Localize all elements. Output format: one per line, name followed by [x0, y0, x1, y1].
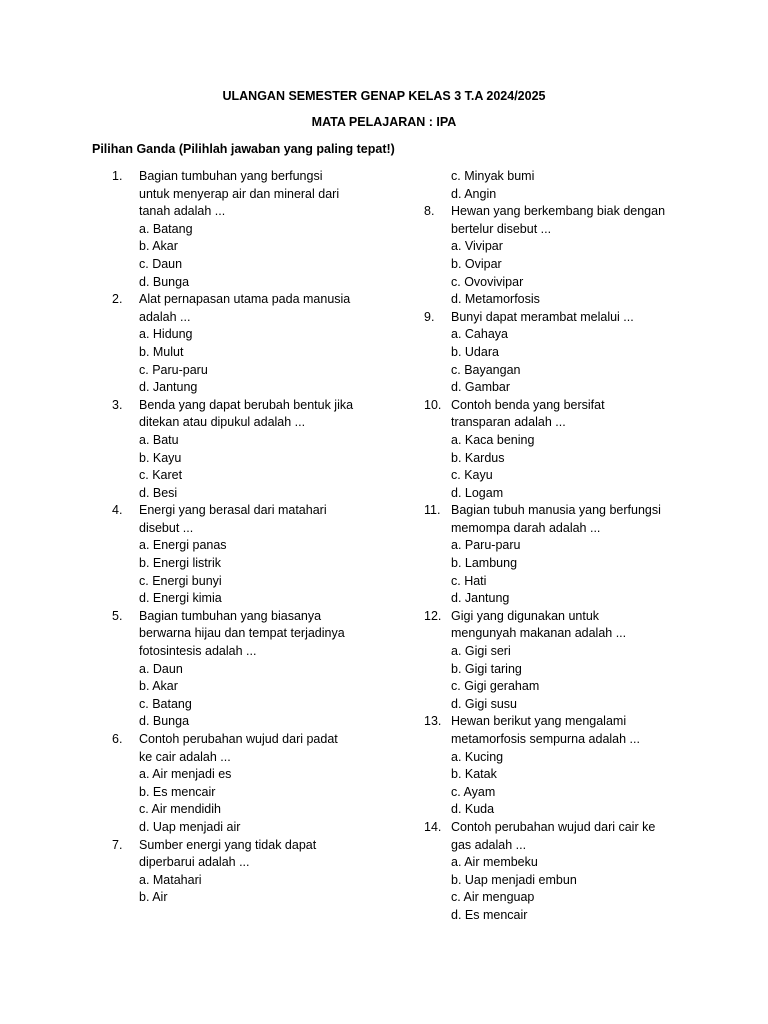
question-number [112, 221, 139, 239]
answer-option-text: b. Energi listrik [139, 556, 221, 571]
question-text: memompa darah adalah ... [451, 520, 601, 535]
question-number [112, 274, 139, 292]
question-line [112, 291, 402, 309]
answer-option-text: a. Daun [139, 661, 183, 676]
answer-option-text: d. Bunga [139, 714, 190, 729]
question-line [424, 608, 714, 626]
question-number: 13. [424, 714, 442, 729]
question-number: 8. [424, 204, 435, 219]
question-number: 3. [112, 397, 123, 412]
question-text: Contoh perubahan wujud dari cair ke [451, 819, 656, 834]
question-line [424, 397, 714, 415]
question-number [424, 854, 451, 872]
question-number [424, 907, 451, 925]
question-number [424, 555, 451, 573]
answer-option [424, 450, 714, 468]
answer-option-text: b. Mulut [139, 344, 184, 359]
answer-option-text: d. Gambar [451, 380, 511, 395]
question-number: 7. [112, 837, 123, 852]
question-number: 11. [424, 503, 441, 518]
question-number [424, 889, 451, 907]
answer-option-text: b. Ovipar [451, 256, 502, 271]
question-number [424, 432, 451, 450]
question-number [424, 872, 451, 890]
answer-option [424, 485, 714, 503]
answer-option [424, 696, 714, 714]
answer-option-text: a. Gigi seri [451, 644, 511, 659]
question-text: transparan adalah ... [451, 415, 566, 430]
answer-option [112, 573, 402, 591]
answer-option-text: c. Air menguap [451, 890, 535, 905]
question-number [112, 537, 139, 555]
question-text: berwarna hijau dan tempat terjadinya [139, 626, 345, 641]
section-instructions: Pilihan Ganda (Pilihlah jawaban yang paling tepat!) [92, 142, 395, 156]
question-number [424, 643, 451, 661]
question-text: Gigi yang digunakan untuk [451, 608, 600, 623]
question-number [112, 661, 139, 679]
question-text: Contoh benda yang bersifat [451, 397, 605, 412]
question-number [112, 326, 139, 344]
answer-option [112, 256, 402, 274]
question-number [424, 766, 451, 784]
question-text: metamorfosis sempurna adalah ... [451, 732, 640, 746]
answer-option-text: a. Kucing [451, 749, 504, 764]
question-number [424, 625, 451, 643]
answer-option [112, 344, 402, 362]
question-number [112, 203, 139, 221]
answer-option-text: b. Uap menjadi embun [451, 872, 577, 887]
answer-option-text: d. Gigi susu [451, 696, 518, 711]
question-number [424, 749, 451, 767]
question-number [112, 450, 139, 468]
answer-option [112, 872, 402, 890]
question-text: gas adalah ... [451, 837, 527, 852]
answer-option [424, 291, 714, 309]
question-number [112, 643, 139, 661]
question-column-left [112, 168, 402, 907]
answer-option [112, 766, 402, 784]
question-number [424, 256, 451, 274]
answer-option-text: c. Gigi geraham [451, 679, 540, 694]
question-text-line [424, 625, 714, 643]
question-number [112, 784, 139, 802]
question-number [424, 168, 451, 186]
answer-option [424, 274, 714, 292]
question-text-line [424, 520, 714, 538]
question-number [112, 379, 139, 397]
answer-option [112, 467, 402, 485]
question-number [112, 854, 139, 872]
question-number [112, 625, 139, 643]
question-number: 12. [424, 608, 442, 623]
question-number [424, 784, 451, 802]
answer-option [112, 326, 402, 344]
answer-option-text: c. Bayangan [451, 362, 521, 377]
question-number: 4. [112, 503, 123, 518]
answer-option-text: b. Akar [139, 679, 178, 694]
question-number [424, 696, 451, 714]
question-text-line [424, 414, 714, 432]
answer-option-text: d. Jantung [139, 380, 198, 395]
answer-option-text: c. Daun [139, 256, 183, 271]
question-text: disebut ... [139, 520, 194, 535]
answer-option [424, 749, 714, 767]
question-line [112, 397, 402, 415]
question-number [424, 537, 451, 555]
question-text: Alat pernapasan utama pada manusia [139, 292, 351, 307]
answer-option-text: c. Paru-paru [139, 362, 208, 377]
question-number: 2. [112, 292, 123, 307]
answer-option [112, 590, 402, 608]
answer-option [112, 713, 402, 731]
answer-option [112, 889, 402, 907]
answer-option [424, 872, 714, 890]
question-number [424, 344, 451, 362]
question-text-line [424, 837, 714, 855]
answer-option-text: d. Es mencair [451, 907, 528, 922]
answer-option-text: b. Kardus [451, 450, 505, 465]
question-text-line [112, 520, 402, 538]
answer-option-text: d. Logam [451, 485, 504, 500]
question-number [112, 309, 139, 327]
answer-option [112, 537, 402, 555]
answer-option-text: c. Ovovivipar [451, 274, 524, 289]
question-number [424, 450, 451, 468]
question-text: Bagian tumbuhan yang berfungsi [139, 169, 323, 183]
question-number: 1. [112, 169, 123, 183]
question-number [424, 678, 451, 696]
question-number [424, 467, 451, 485]
answer-option [424, 379, 714, 397]
question-line [112, 608, 402, 626]
answer-option-text: d. Metamorfosis [451, 292, 540, 307]
answer-option-text: c. Energi bunyi [139, 573, 222, 588]
answer-option-text: c. Minyak bumi [451, 169, 535, 183]
question-text: Bagian tumbuhan yang biasanya [139, 608, 322, 623]
question-number [424, 801, 451, 819]
answer-option-text: b. Akar [139, 239, 178, 254]
question-number [112, 713, 139, 731]
question-text: ditekan atau dipukul adalah ... [139, 415, 306, 430]
answer-option-text: b. Air [139, 890, 168, 905]
answer-option [424, 801, 714, 819]
question-number [424, 837, 451, 855]
question-number [424, 590, 451, 608]
answer-option-text: d. Energi kimia [139, 591, 222, 606]
question-text: tanah adalah ... [139, 204, 226, 219]
answer-option [424, 168, 714, 186]
answer-option [424, 555, 714, 573]
question-number [112, 555, 139, 573]
answer-option [424, 766, 714, 784]
question-text: diperbarui adalah ... [139, 855, 250, 870]
answer-option-text: a. Kaca bening [451, 432, 535, 447]
question-text: Bagian tubuh manusia yang berfungsi [451, 503, 661, 518]
question-text: fotosintesis adalah ... [139, 644, 257, 659]
question-number [112, 362, 139, 380]
answer-option [112, 362, 402, 380]
answer-option [112, 274, 402, 292]
answer-option-text: c. Kayu [451, 468, 493, 483]
question-line [424, 713, 714, 731]
answer-option-text: c. Hati [451, 573, 487, 588]
answer-option [424, 889, 714, 907]
question-line [424, 309, 714, 327]
question-number [112, 889, 139, 907]
question-number [112, 819, 139, 837]
answer-option [424, 238, 714, 256]
question-text: bertelur disebut ... [451, 221, 552, 236]
question-text: ke cair adalah ... [139, 749, 231, 764]
question-number [112, 186, 139, 204]
question-number [112, 238, 139, 256]
question-text: Energi yang berasal dari matahari [139, 503, 327, 518]
answer-option-text: a. Vivipar [451, 239, 503, 254]
answer-option-text: a. Batu [139, 432, 179, 447]
answer-option-text: a. Air menjadi es [139, 767, 232, 782]
question-number [424, 573, 451, 591]
answer-option-text: a. Batang [139, 221, 193, 236]
question-text-line [112, 309, 402, 327]
answer-option [424, 467, 714, 485]
question-line [424, 502, 714, 520]
answer-option [112, 221, 402, 239]
question-number [112, 467, 139, 485]
question-number [112, 801, 139, 819]
question-number [424, 186, 451, 204]
question-number [112, 696, 139, 714]
question-number [112, 432, 139, 450]
answer-option-text: b. Katak [451, 767, 497, 782]
answer-option [112, 661, 402, 679]
question-text-line [112, 854, 402, 872]
question-line [424, 203, 714, 221]
question-number [112, 573, 139, 591]
question-number [112, 256, 139, 274]
question-number [424, 414, 451, 432]
question-line [112, 731, 402, 749]
question-number: 14. [424, 819, 442, 834]
question-number [112, 414, 139, 432]
answer-option-text: a. Energi panas [139, 538, 227, 553]
question-number [112, 520, 139, 538]
question-number [424, 326, 451, 344]
answer-option [112, 801, 402, 819]
answer-option [112, 379, 402, 397]
question-number [424, 379, 451, 397]
question-text: adalah ... [139, 309, 191, 324]
answer-option [424, 661, 714, 679]
answer-option-text: c. Karet [139, 468, 183, 483]
question-number [112, 678, 139, 696]
question-number: 9. [424, 309, 435, 324]
answer-option [112, 555, 402, 573]
answer-option-text: a. Matahari [139, 872, 202, 887]
answer-option [112, 450, 402, 468]
answer-option-text: b. Kayu [139, 450, 182, 465]
question-column-right [424, 168, 714, 925]
question-number [424, 661, 451, 679]
answer-option [424, 344, 714, 362]
answer-option [424, 326, 714, 344]
answer-option-text: c. Batang [139, 696, 192, 711]
question-number [424, 238, 451, 256]
answer-option [424, 784, 714, 802]
question-text: Sumber energi yang tidak dapat [139, 837, 317, 852]
question-number [424, 221, 451, 239]
question-line [112, 502, 402, 520]
answer-option [424, 362, 714, 380]
question-number [112, 872, 139, 890]
answer-option-text: a. Air membeku [451, 855, 538, 870]
question-number [424, 362, 451, 380]
question-text: Hewan yang berkembang biak dengan [451, 204, 666, 219]
answer-option [424, 590, 714, 608]
answer-option-text: d. Uap menjadi air [139, 819, 241, 834]
answer-option [424, 537, 714, 555]
exam-title: ULANGAN SEMESTER GENAP KELAS 3 T.A 2024/2025 [222, 89, 546, 103]
question-text-line [112, 625, 402, 643]
answer-option-text: b. Udara [451, 344, 499, 359]
answer-option [424, 186, 714, 204]
answer-option [112, 238, 402, 256]
answer-option-text: d. Bunga [139, 274, 190, 289]
answer-option [112, 696, 402, 714]
answer-option [424, 643, 714, 661]
question-number [424, 291, 451, 309]
question-line [424, 819, 714, 837]
question-number [112, 749, 139, 767]
question-text-line [424, 221, 714, 239]
answer-option [112, 678, 402, 696]
answer-option [424, 256, 714, 274]
question-number: 6. [112, 732, 123, 746]
subject-title: MATA PELAJARAN : IPA [311, 115, 457, 129]
question-text: Bunyi dapat merambat melalui ... [451, 309, 634, 324]
question-text-line [112, 749, 402, 767]
answer-option-text: c. Air mendidih [139, 802, 221, 817]
question-text-line [112, 203, 402, 221]
question-number [112, 590, 139, 608]
question-number [424, 520, 451, 538]
answer-option [424, 573, 714, 591]
answer-option-text: d. Jantung [451, 591, 510, 606]
question-number [112, 485, 139, 503]
question-number [112, 344, 139, 362]
answer-option [424, 432, 714, 450]
question-line [112, 837, 402, 855]
answer-option [112, 432, 402, 450]
answer-option-text: b. Es mencair [139, 784, 216, 799]
question-text-line [424, 731, 714, 749]
answer-option [112, 485, 402, 503]
answer-option-text: a. Paru-paru [451, 538, 521, 553]
question-number [424, 274, 451, 292]
question-number [112, 766, 139, 784]
answer-option [112, 784, 402, 802]
answer-option [424, 854, 714, 872]
question-text: Hewan berikut yang mengalami [451, 714, 627, 729]
answer-option-text: b. Lambung [451, 556, 518, 571]
question-text: Benda yang dapat berubah bentuk jika [139, 397, 354, 412]
answer-option [424, 678, 714, 696]
question-text: untuk menyerap air dan mineral dari [139, 186, 340, 201]
question-line [112, 168, 402, 186]
answer-option-text: a. Cahaya [451, 327, 508, 342]
answer-option-text: b. Gigi taring [451, 661, 522, 676]
question-text-line [112, 643, 402, 661]
answer-option-text: d. Kuda [451, 802, 495, 817]
answer-option-text: d. Angin [451, 186, 497, 201]
question-text-line [112, 186, 402, 204]
answer-option [424, 907, 714, 925]
question-text: Contoh perubahan wujud dari padat [139, 732, 338, 746]
answer-option-text: d. Besi [139, 485, 178, 500]
question-text-line [112, 414, 402, 432]
answer-option [112, 819, 402, 837]
question-number: 5. [112, 608, 123, 623]
answer-option-text: a. Hidung [139, 327, 193, 342]
question-text: mengunyah makanan adalah ... [451, 626, 627, 641]
question-number [424, 731, 451, 749]
answer-option-text: c. Ayam [451, 784, 496, 799]
question-number [424, 485, 451, 503]
question-number: 10. [424, 397, 442, 412]
